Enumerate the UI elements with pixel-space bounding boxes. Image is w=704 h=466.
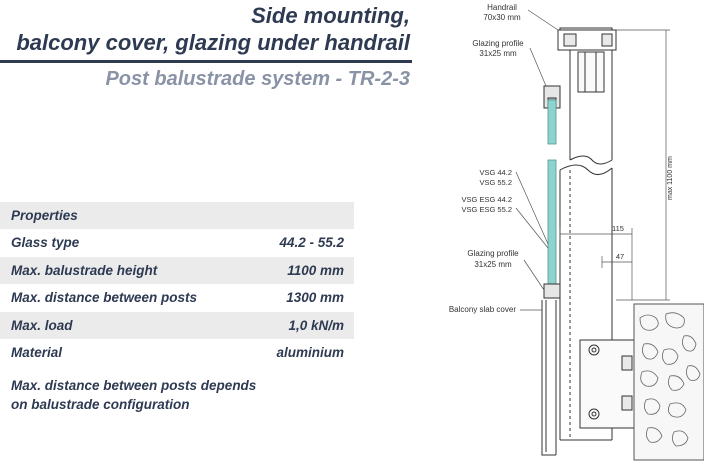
mounting-bracket: [580, 340, 634, 428]
property-value: 1300 mm: [286, 290, 344, 306]
glazing-top-size: 31x25 mm: [479, 49, 517, 58]
handrail-size: 70x30 mm: [483, 13, 521, 22]
technical-drawing: [420, 0, 704, 466]
vsg-label-3: VSG ESG 44.2: [461, 195, 512, 204]
properties-header-row: [0, 202, 354, 229]
note-line-1: Max. distance between posts depends: [11, 378, 257, 393]
glazing-top-label: Glazing profile: [472, 39, 524, 48]
property-label: Glass type: [11, 235, 80, 251]
property-label: Max. balustrade height: [0, 257, 247, 285]
property-label: Max. load: [0, 312, 247, 340]
note-line-2: on balustrade configuration: [11, 397, 190, 412]
handrail-label: Handrail: [487, 3, 517, 12]
title-line-2: balcony cover, glazing under handrail: [16, 30, 410, 55]
dim-47-label: 47: [615, 252, 625, 261]
property-label: Max. distance between posts: [11, 290, 198, 306]
property-value: 1,0 kN/m: [247, 312, 354, 340]
glazing-profile-bottom: [544, 284, 560, 298]
concrete-slab: [634, 304, 704, 460]
vsg-label-2: VSG 55.2: [479, 178, 512, 187]
glazing-bottom-size: 31x25 mm: [474, 260, 512, 269]
vsg-label-1: VSG 44.2: [479, 168, 512, 177]
property-value: 44.2 - 55.2: [279, 235, 344, 251]
dim-115-label: 115: [612, 224, 624, 233]
glazing-bottom-label: Glazing profile: [467, 249, 519, 258]
table-row: [0, 312, 354, 340]
table-row: [0, 284, 354, 312]
properties-note: [11, 376, 311, 414]
subtitle: Post balustrade system - TR-2-3: [105, 68, 410, 90]
handrail-profile: [558, 30, 616, 50]
property-value: aluminium: [276, 345, 344, 361]
dim-height-label: max 1100 mm: [667, 156, 674, 200]
glass-pane-upper: [548, 100, 556, 144]
property-label: Material: [11, 345, 63, 361]
glass-pane-lower: [548, 160, 556, 286]
properties-heading: Properties: [0, 202, 354, 229]
slab-cover-label: Balcony slab cover: [448, 305, 516, 314]
table-row: [0, 339, 354, 367]
title-line-1: Side mounting,: [251, 3, 410, 28]
vsg-label-4: VSG ESG 55.2: [461, 205, 512, 214]
balcony-slab-cover: [542, 300, 556, 455]
property-value: 1100 mm: [247, 257, 354, 285]
table-row: [0, 257, 354, 285]
title-divider: [0, 60, 412, 63]
properties-table: [0, 202, 354, 367]
table-row: [0, 229, 354, 257]
